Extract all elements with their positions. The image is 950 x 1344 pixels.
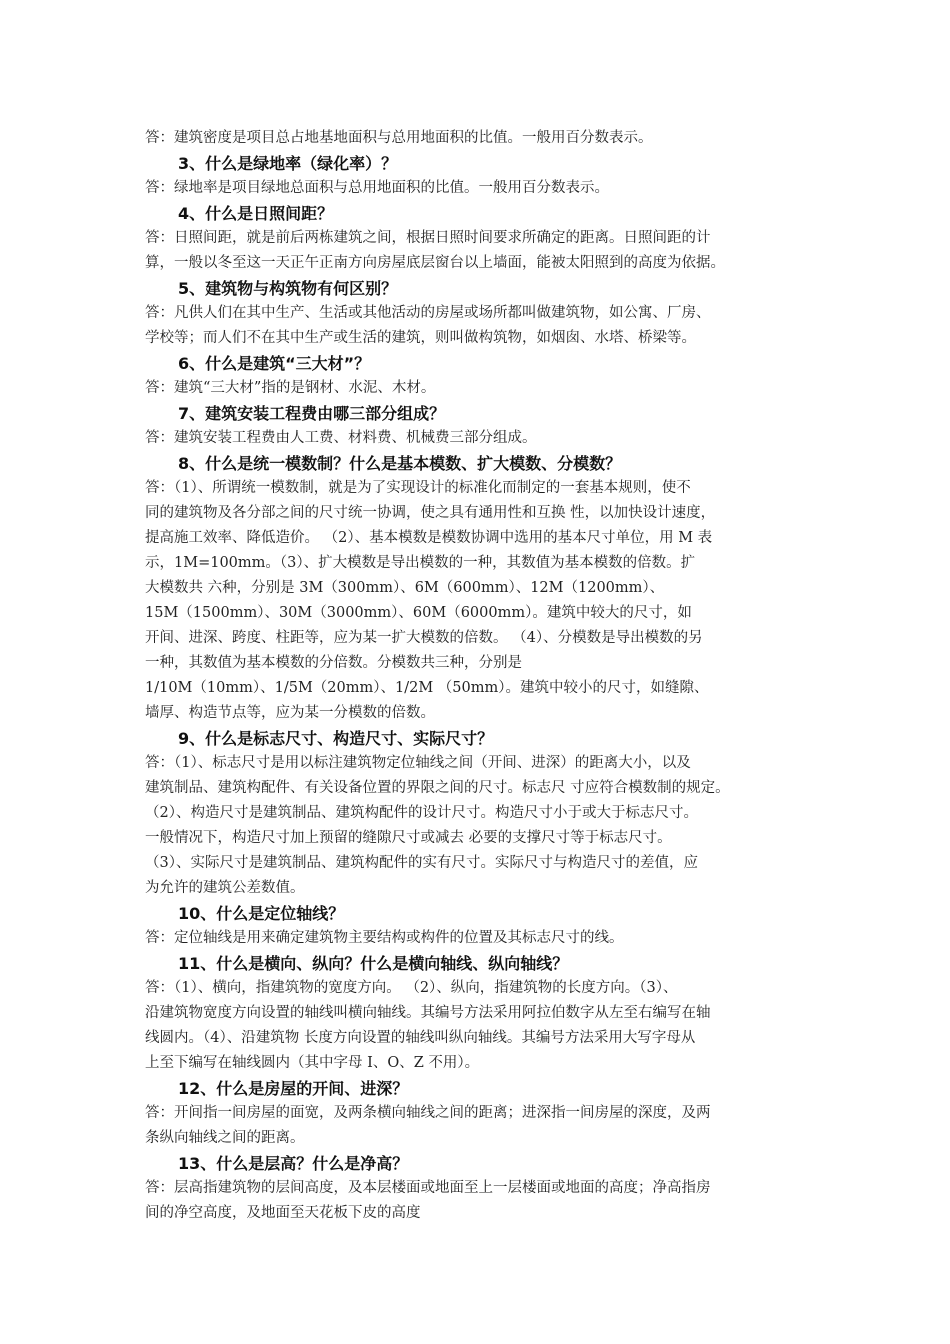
answer-paragraph	[145, 426, 825, 451]
answer-paragraph	[145, 176, 825, 201]
answer-line: 学校等；而人们不在其中生产或生活的建筑，则叫做构筑物，如烟囱、水塔、桥梁等。	[145, 330, 696, 346]
answer-line: 答：建筑“三大材”指的是钢材、水泥、木材。	[145, 380, 436, 396]
question-heading: 8、什么是统一模数制？什么是基本模数、扩大模数、分模数？	[178, 454, 622, 473]
answer-line: 答：建筑密度是项目总占地基地面积与总用地面积的比值。一般用百分数表示。	[145, 130, 653, 146]
answer-line: 答：（1）、标志尺寸是用以标注建筑物定位轴线之间（开间、进深）的距离大小，以及	[145, 755, 691, 771]
question-heading: 11、什么是横向、纵向？什么是横向轴线、纵向轴线？	[178, 954, 569, 973]
answer-line: 答：（1）、所谓统一模数制，就是为了实现设计的标准化而制定的一套基本规则，使不	[145, 480, 691, 496]
answer-line: 同的建筑物及各分部之间的尺寸统一协调，使之具有通用性和互换 性，以加快设计速度，	[145, 505, 716, 521]
answer-line: （3）、实际尺寸是建筑制品、建筑构配件的实有尺寸。实际尺寸与构造尺寸的差值，应	[145, 855, 698, 871]
answer-line: 15M（1500mm）、30M（3000mm）、60M（6000mm）。建筑中较大的尺寸，如	[145, 605, 692, 621]
answer-line: （2）、构造尺寸是建筑制品、建筑构配件的设计尺寸。构造尺寸小于或大于标志尺寸。	[145, 805, 698, 821]
answer-line: 答：层高指建筑物的层间高度，及本层楼面或地面至上一层楼面或地面的高度；净高指房	[145, 1180, 711, 1196]
answer-line: 答：凡供人们在其中生产、生活或其他活动的房屋或场所都叫做建筑物，如公寓、厂房、	[145, 305, 711, 321]
answer-line: 算，一般以冬至这一天正午正南方向房屋底层窗台以上墙面，能被太阳照到的高度为依据。	[145, 255, 725, 271]
answer-line: 一种，其数值为基本模数的分倍数。分模数共三种，分别是	[145, 655, 522, 671]
answer-line: 答：建筑安装工程费由人工费、材料费、机械费三部分组成。	[145, 430, 537, 446]
answer-line: 答：开间指一间房屋的面宽，及两条横向轴线之间的距离；进深指一间房屋的深度，及两	[145, 1105, 711, 1121]
question-heading: 6、什么是建筑“三大材”？	[178, 354, 371, 373]
answer-paragraph	[145, 751, 825, 901]
answer-paragraph	[145, 1101, 825, 1151]
answer-line: 为允许的建筑公差数值。	[145, 880, 305, 896]
question-heading: 12、什么是房屋的开间、进深？	[178, 1079, 409, 1098]
answer-paragraph	[145, 1176, 825, 1226]
answer-paragraph	[145, 926, 825, 951]
question-heading: 7、建筑安装工程费由哪三部分组成？	[178, 404, 446, 423]
answer-line: 墙厚、构造节点等，应为某一分模数的倍数。	[145, 705, 435, 721]
question-heading: 9、什么是标志尺寸、构造尺寸、实际尺寸？	[178, 729, 494, 748]
answer-paragraph	[145, 301, 825, 351]
answer-paragraph	[145, 476, 825, 726]
question-heading: 5、建筑物与构筑物有何区别？	[178, 279, 398, 298]
answer-line: 提高施工效率、降低造价。 （2）、基本模数是模数协调中选用的基本尺寸单位，用 M 表	[145, 530, 713, 546]
question-heading: 10、什么是定位轴线？	[178, 904, 345, 923]
question-heading: 4、什么是日照间距？	[178, 204, 334, 223]
answer-line: 一般情况下，构造尺寸加上预留的缝隙尺寸或减去 必要的支撑尺寸等于标志尺寸。	[145, 830, 672, 846]
answer-line: 答：（1）、横向，指建筑物的宽度方向。 （2）、纵向，指建筑物的长度方向。（3）、	[145, 980, 678, 996]
answer-paragraph	[145, 126, 825, 151]
answer-line: 上至下编写在轴线圆内（其中字母 I、O、Z 不用）。	[145, 1055, 480, 1071]
answer-line: 建筑制品、建筑构配件、有关设备位置的界限之间的尺寸。标志尺 寸应符合模数制的规定。	[145, 780, 730, 796]
answer-paragraph	[145, 226, 825, 276]
document-body	[145, 126, 825, 1226]
answer-line: 答：定位轴线是用来确定建筑物主要结构或构件的位置及其标志尺寸的线。	[145, 930, 624, 946]
answer-line: 开间、进深、跨度、柱距等，应为某一扩大模数的倍数。 （4）、分模数是导出模数的另	[145, 630, 703, 646]
question-heading: 13、什么是层高？什么是净高？	[178, 1154, 409, 1173]
answer-paragraph	[145, 976, 825, 1076]
answer-line: 大模数共 六种，分别是 3M（300mm）、6M（600mm）、12M（1200mm）、	[145, 580, 665, 596]
answer-line: 条纵向轴线之间的距离。	[145, 1130, 305, 1146]
answer-line: 1/10M（10mm）、1/5M（20mm）、1/2M （50mm）。建筑中较小的尺寸，如缝隙、	[145, 680, 709, 696]
answer-line: 沿建筑物宽度方向设置的轴线叫横向轴线。其编号方法采用阿拉伯数字从左至右编写在轴	[145, 1005, 711, 1021]
answer-line: 线圆内。（4）、沿建筑物 长度方向设置的轴线叫纵向轴线。其编号方法采用大写字母从	[145, 1030, 696, 1046]
answer-paragraph	[145, 376, 825, 401]
question-heading: 3、什么是绿地率（绿化率）？	[178, 154, 398, 173]
answer-line: 间的净空高度，及地面至天花板下皮的高度	[145, 1205, 421, 1221]
answer-line: 答：绿地率是项目绿地总面积与总用地面积的比值。一般用百分数表示。	[145, 180, 609, 196]
answer-line: 答：日照间距，就是前后两栋建筑之间，根据日照时间要求所确定的距离。日照间距的计	[145, 230, 711, 246]
answer-line: 示，1M=100mm。（3）、扩大模数是导出模数的一种，其数值为基本模数的倍数。扩	[145, 555, 696, 571]
